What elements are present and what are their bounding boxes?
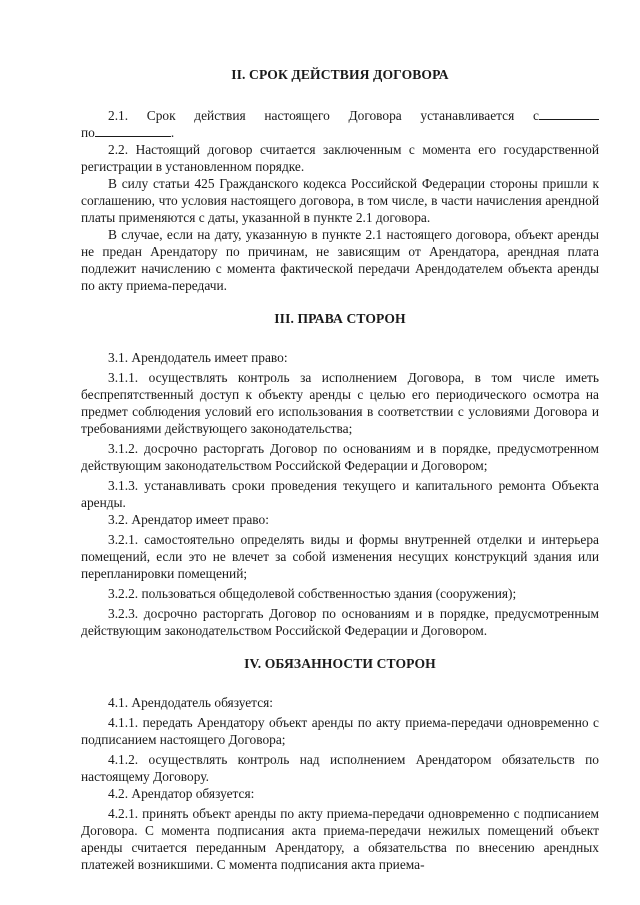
clause-4-1-2: 4.1.2. осуществлять контроль над исполнением Арендатором обязательств по настоящему Договору. — [81, 752, 599, 784]
clause-4-2-1: 4.2.1. принять объект аренды по акту приема-передачи одновременно с подписанием Договора. С момента подписания акта приема-передачи нежилых помещений объект аренды считается переданным Арендатору, а обязательства по внесению арендных платежей возникшими. С момента подписания акта приема- — [81, 806, 599, 872]
clause-3-1-3: 3.1.3. устанавливать сроки проведения текущего и капитального ремонта Объекта аренды. — [81, 478, 599, 510]
clause-2-1-word: действия — [194, 108, 246, 123]
clause-3-1-1: 3.1.1. осуществлять контроль за исполнением Договора, в том числе иметь беспрепятственный доступ к объекту аренды с целью его периодического осмотра на предмет соблюдения условий его использования в соответствии с условиями Договора и требованиями действующего законодательства; — [81, 370, 599, 436]
clause-2-1-line — [81, 107, 599, 124]
section-2-heading: II. СРОК ДЕЙСТВИЯ ДОГОВОРА — [231, 67, 449, 82]
section-3-heading: III. ПРАВА СТОРОН — [274, 311, 406, 326]
clause-2-1-word: 2.1. — [108, 108, 129, 123]
clause-2-2: 2.2. Настоящий договор считается заключенным с момента его государственной регистрации в установленном порядке. — [81, 142, 599, 174]
clause-3-1-2: 3.1.2. досрочно расторгать Договор по основаниям и в порядке, предусмотренном действующим законодательством Российской Федерации и Договором; — [81, 441, 599, 473]
clause-3-2-1: 3.2.1. самостоятельно определять виды и формы внутренней отделки и интерьера помещений, если это не влечет за собой изменения несущих конструкций здания или перепланировки помещений; — [81, 532, 599, 581]
clause-3-2: 3.2. Арендатор имеет право: — [108, 512, 269, 527]
clause-2-1-word: устанавливается — [420, 108, 515, 123]
clause-2-1-word: Договора — [348, 108, 402, 123]
clause-2-1-continuation: по . — [81, 125, 175, 140]
clause-4-1: 4.1. Арендодатель обязуется: — [108, 695, 274, 710]
clause-2-1-word: Срок — [146, 108, 176, 123]
clause-2-1-from: с — [533, 107, 599, 124]
start-date-blank[interactable] — [539, 107, 599, 120]
clause-2-4: В случае, если на дату, указанную в пункте 2.1 настоящего договора, объект аренды не предан Арендатору по причинам, не зависящим от Арендатора, арендная плата подлежит начислению с момента фактической передачи Арендодателем объекта аренды по акту приема-передачи. — [81, 227, 599, 293]
clause-2-3: В силу статьи 425 Гражданского кодекса Российской Федерации стороны пришли к соглашению, что условия настоящего договора, в том числе, в части начисления арендной платы применяются с даты, указанной в пункте 2.1 договора. — [81, 176, 599, 225]
clause-3-2-2: 3.2.2. пользоваться общедолевой собственностью здания (сооружения); — [108, 586, 517, 601]
clause-2-1-word: настоящего — [264, 108, 330, 123]
clause-4-1-1: 4.1.1. передать Арендатору объект аренды по акту приема-передачи одновременно с подписанием настоящего Договора; — [81, 715, 599, 747]
section-4-heading: IV. ОБЯЗАННОСТИ СТОРОН — [244, 656, 436, 671]
clause-3-1: 3.1. Арендодатель имеет право: — [108, 350, 288, 365]
clause-3-2-3: 3.2.3. досрочно расторгать Договор по основаниям и в порядке, предусмотренным действующим законодательством Российской Федерации и Договором. — [81, 606, 599, 638]
end-date-blank[interactable] — [95, 124, 171, 137]
document-page — [81, 66, 599, 873]
clause-4-2: 4.2. Арендатор обязуется: — [108, 786, 255, 801]
